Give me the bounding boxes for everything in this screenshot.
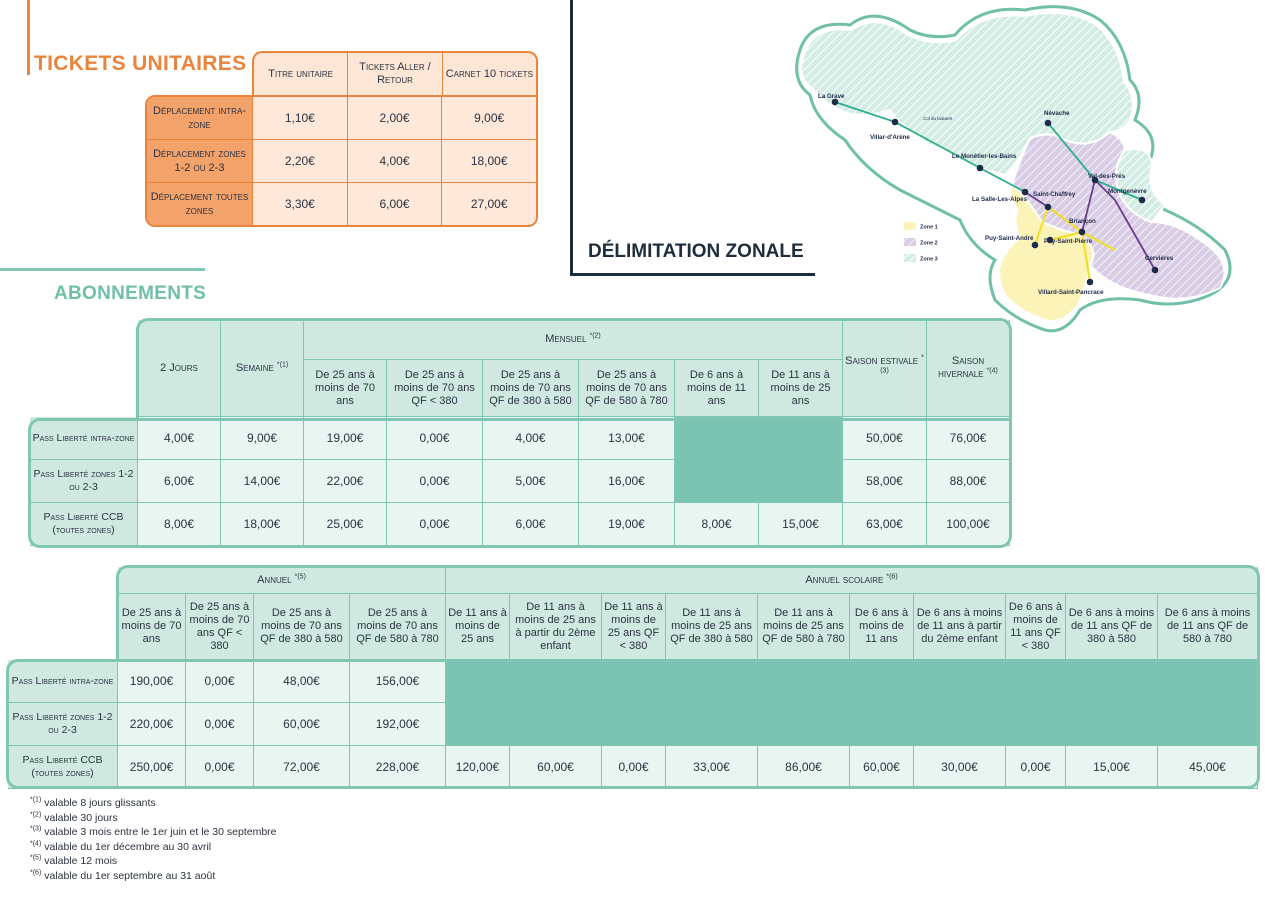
price-cell: 60,00€ — [510, 746, 602, 789]
table-row — [147, 97, 536, 139]
abonnements-accent-line — [0, 268, 205, 271]
header-annuel-sub: De 25 ans à moins de 70 ans QF < 380 — [186, 594, 254, 660]
price-cell: 33,00€ — [666, 746, 758, 789]
price-cell: 25,00€ — [304, 503, 387, 546]
header-2-jours: 2 Jours — [138, 320, 221, 417]
place-puy-saint-pierre: Puy-Saint-Pierre — [1044, 238, 1093, 245]
price-cell: 0,00€ — [186, 703, 254, 746]
header-annuel-sub: De 25 ans à moins de 70 ans QF de 580 à 780 — [350, 594, 446, 660]
price-cell: 0,00€ — [387, 460, 483, 503]
table-row — [8, 746, 1258, 789]
price-cell: 16,00€ — [579, 460, 675, 503]
table-row — [30, 503, 1010, 546]
header-scolaire-sub: De 6 ans à moins de 11 ans QF de 380 à 580 — [1066, 594, 1158, 660]
tickets-title: TICKETS UNITAIRES — [34, 52, 247, 75]
price-cell: 0,00€ — [387, 503, 483, 546]
tickets-header-row — [252, 51, 538, 95]
header-mensuel-sub: De 11 ans à moins de 25 ans — [759, 360, 843, 417]
header-annuel-sub: De 25 ans à moins de 70 ans QF de 380 à 580 — [254, 594, 350, 660]
price-cell: 15,00€ — [759, 503, 843, 546]
table-row — [147, 182, 536, 225]
price-cell: 3,30€ — [252, 183, 347, 225]
place-la-grave: La Grave — [818, 93, 845, 100]
header-mensuel-sub: De 25 ans à moins de 70 ans — [304, 360, 387, 417]
header-mensuel-sub: De 25 ans à moins de 70 ans QF < 380 — [387, 360, 483, 417]
footnote: $^{*(1)}$ valable 8 jours glissants — [30, 796, 156, 809]
row-label: Pass Liberté CCB (toutes zones) — [30, 503, 138, 546]
row-label: Pass Liberté zones 1-2 ou 2-3 — [30, 460, 138, 503]
price-cell: 18,00€ — [441, 140, 536, 182]
header-scolaire-sub: De 6 ans à moins de 11 ans QF < 380 — [1006, 594, 1066, 660]
table-row — [147, 139, 536, 182]
header-annuel: Annuel $^{*(5)}$ — [118, 567, 446, 594]
footnotes — [30, 796, 277, 883]
header-annuel-scolaire: Annuel scolaire $^{*(6)}$ — [446, 567, 1258, 594]
price-cell: 19,00€ — [304, 417, 387, 460]
header-mensuel-sub: De 6 ans à moins de 11 ans — [675, 360, 759, 417]
row-label: Pass Liberté zones 1-2 ou 2-3 — [8, 703, 118, 746]
place-col-du-lautaret: Col du lautaret — [923, 116, 953, 121]
price-cell: 60,00€ — [850, 746, 914, 789]
price-cell: 63,00€ — [843, 503, 927, 546]
price-cell: 48,00€ — [254, 660, 350, 703]
tickets-header-titre: Titre unitaire — [268, 67, 334, 80]
row-label: Déplacement zones 1-2 ou 2-3 — [147, 140, 252, 182]
header-annuel-sub: De 25 ans à moins de 70 ans — [118, 594, 186, 660]
price-cell: 50,00€ — [843, 417, 927, 460]
tickets-accent-line — [27, 0, 30, 75]
place-villard-saint-pancrace: Villard-Saint-Pancrace — [1038, 289, 1104, 296]
abonnements-title: ABONNEMENTS — [54, 283, 207, 304]
price-cell: 15,00€ — [1066, 746, 1158, 789]
legend-zone1: Zone 1 — [920, 224, 938, 231]
place-nevache: Névache — [1044, 110, 1070, 117]
price-cell: 2,00€ — [347, 97, 442, 139]
price-cell: 0,00€ — [602, 746, 666, 789]
legend-zone2: Zone 2 — [920, 240, 938, 247]
price-cell: 27,00€ — [441, 183, 536, 225]
price-cell: 18,00€ — [221, 503, 304, 546]
header-semaine: Semaine $^{*(1)}$ — [221, 320, 304, 417]
price-cell: 58,00€ — [843, 460, 927, 503]
price-cell: 4,00€ — [483, 417, 579, 460]
place-saint-chaffrey: Saint-Chaffrey — [1033, 191, 1076, 198]
place-la-salle-les-alpes: La Salle-Les-Alpes — [972, 196, 1028, 203]
price-cell: 19,00€ — [579, 503, 675, 546]
price-cell: 72,00€ — [254, 746, 350, 789]
footnote: $^{*(6)}$ valable du 1er septembre au 31 août — [30, 869, 216, 882]
tickets-table — [145, 95, 538, 227]
header-scolaire-sub: De 11 ans à moins de 25 ans — [446, 594, 510, 660]
place-montgenevre: Montgenèvre — [1108, 188, 1147, 195]
header-scolaire-sub: De 11 ans à moins de 25 ans QF < 380 — [602, 594, 666, 660]
price-cell: 0,00€ — [387, 417, 483, 460]
header-scolaire-sub: De 11 ans à moins de 25 ans QF de 580 à 780 — [758, 594, 850, 660]
price-cell: 76,00€ — [927, 417, 1010, 460]
price-cell: 45,00€ — [1158, 746, 1258, 789]
price-cell: 0,00€ — [1006, 746, 1066, 789]
header-scolaire-sub: De 6 ans à moins de 11 ans QF de 580 à 780 — [1158, 594, 1258, 660]
price-cell: 6,00€ — [483, 503, 579, 546]
table-row — [30, 460, 1010, 503]
row-label: Déplacement intra-zone — [147, 97, 252, 139]
price-cell: 120,00€ — [446, 746, 510, 789]
footnote: $^{*(5)}$ valable 12 mois — [30, 854, 118, 867]
price-cell: 5,00€ — [483, 460, 579, 503]
map-accent-line-horizontal — [570, 273, 815, 276]
price-cell: 2,20€ — [252, 140, 347, 182]
empty-corner — [30, 320, 138, 417]
row-label: Pass Liberté intra-zone — [30, 417, 138, 460]
row-label: Pass Liberté CCB (toutes zones) — [8, 746, 118, 789]
legend-zone3: Zone 3 — [920, 256, 938, 263]
header-scolaire-sub: De 11 ans à moins de 25 ans QF de 380 à 580 — [666, 594, 758, 660]
unavailable-cell — [446, 660, 1258, 746]
header-saison-estivale: Saison estivale $^{*(3)}$ — [843, 320, 927, 417]
header-scolaire-sub: De 6 ans à moins de 11 ans à partir du 2ème enfant — [914, 594, 1006, 660]
price-cell: 156,00€ — [350, 660, 446, 703]
place-le-monetier: Le Monêtier-les-Bains — [952, 153, 1017, 160]
abonnements-table-mensuel — [30, 320, 1010, 546]
price-cell: 13,00€ — [579, 417, 675, 460]
price-cell: 0,00€ — [186, 660, 254, 703]
price-cell: 192,00€ — [350, 703, 446, 746]
price-cell: 250,00€ — [118, 746, 186, 789]
table-row — [30, 417, 1010, 460]
place-puy-saint-andre: Puy-Saint-André — [985, 235, 1034, 242]
abonnements-table-annuel — [8, 567, 1258, 789]
footnote: $^{*(2)}$ valable 30 jours — [30, 811, 118, 824]
price-cell: 220,00€ — [118, 703, 186, 746]
price-cell: 8,00€ — [675, 503, 759, 546]
header-mensuel-sub: De 25 ans à moins de 70 ans QF de 380 à 580 — [483, 360, 579, 417]
row-label: Pass Liberté intra-zone — [8, 660, 118, 703]
place-villar-d-arene: Villar-d'Arène — [870, 134, 910, 141]
row-label: Déplacement toutes zones — [147, 183, 252, 225]
price-cell: 9,00€ — [441, 97, 536, 139]
tickets-header-aller-retour: Tickets Aller / Retour — [347, 53, 441, 95]
header-mensuel-sub: De 25 ans à moins de 70 ans QF de 580 à 780 — [579, 360, 675, 417]
header-mensuel: Mensuel $^{*(2)}$ — [304, 320, 843, 360]
price-cell: 22,00€ — [304, 460, 387, 503]
place-briancon: Briançon — [1069, 218, 1096, 225]
price-cell: 100,00€ — [927, 503, 1010, 546]
header-saison-hivernale: Saison hivernale $^{*(4)}$ — [927, 320, 1010, 417]
place-val-des-pres: Val-des-Prés — [1088, 173, 1126, 180]
footnote: $^{*(3)}$ valable 3 mois entre le 1er juin et le 30 septembre — [30, 825, 277, 838]
tickets-header-carnet: Carnet 10 tickets — [442, 53, 536, 95]
price-cell: 60,00€ — [254, 703, 350, 746]
price-cell: 86,00€ — [758, 746, 850, 789]
price-cell: 4,00€ — [138, 417, 221, 460]
zone-map — [780, 0, 1250, 340]
price-cell: 88,00€ — [927, 460, 1010, 503]
price-cell: 30,00€ — [914, 746, 1006, 789]
price-cell: 1,10€ — [252, 97, 347, 139]
price-cell: 228,00€ — [350, 746, 446, 789]
price-cell: 9,00€ — [221, 417, 304, 460]
header-scolaire-sub: De 6 ans à moins de 11 ans — [850, 594, 914, 660]
price-cell: 14,00€ — [221, 460, 304, 503]
price-cell: 0,00€ — [186, 746, 254, 789]
map-accent-line-vertical — [570, 0, 573, 276]
footnote: $^{*(4)}$ valable du 1er décembre au 30 avril — [30, 840, 212, 853]
header-scolaire-sub: De 11 ans à moins de 25 ans à partir du 2ème enfant — [510, 594, 602, 660]
place-cervieres: Cervières — [1145, 255, 1174, 262]
table-row — [8, 660, 1258, 703]
price-cell: 190,00€ — [118, 660, 186, 703]
unavailable-cell — [675, 417, 843, 503]
price-cell: 6,00€ — [347, 183, 442, 225]
empty-corner — [8, 567, 118, 660]
map-legend — [904, 222, 938, 263]
price-cell: 6,00€ — [138, 460, 221, 503]
price-cell: 4,00€ — [347, 140, 442, 182]
price-cell: 8,00€ — [138, 503, 221, 546]
map-title: DÉLIMITATION ZONALE — [588, 241, 804, 262]
